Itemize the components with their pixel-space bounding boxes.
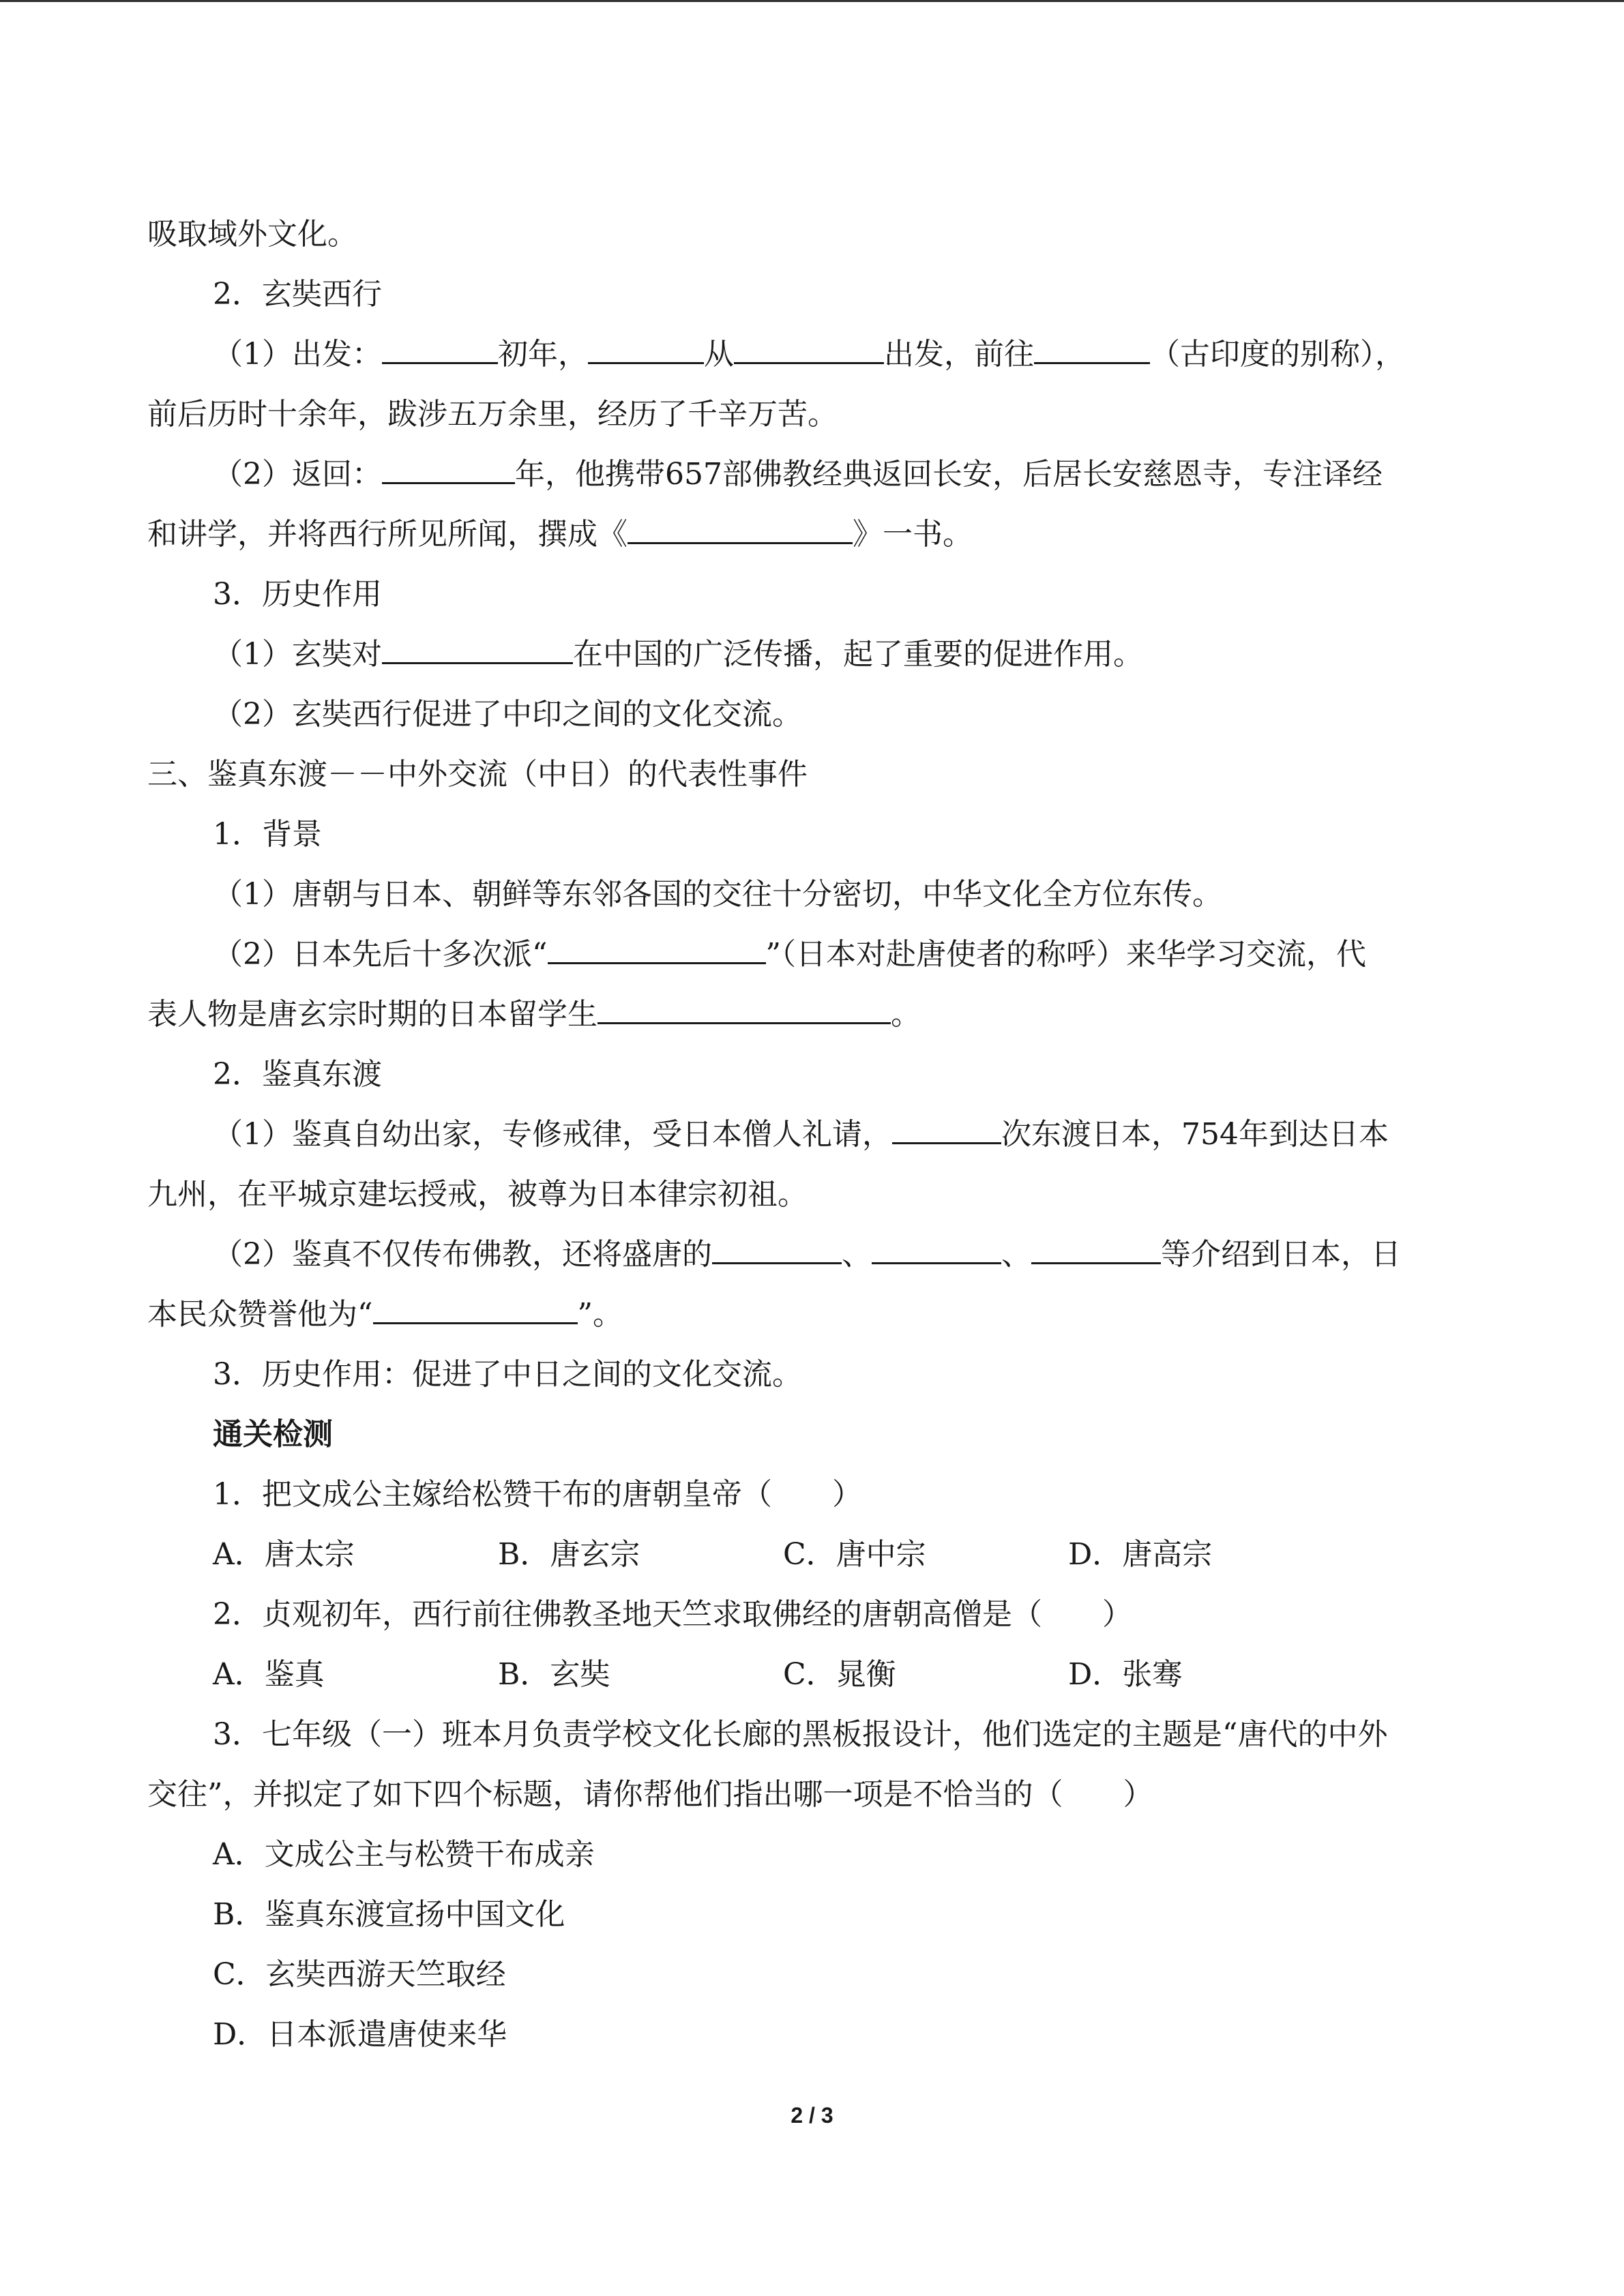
line-text: 和讲学，并将西行所见所闻，撰成《: [147, 517, 628, 552]
answer-blank[interactable]: [872, 1234, 1001, 1264]
text-line: [213, 445, 1383, 505]
question-text: 1．把文成公主嫁给松赞干布的唐朝皇帝（ ）: [213, 1477, 862, 1512]
text-line: [213, 1105, 1389, 1165]
page-number: 2 / 3: [791, 2103, 833, 2128]
answer-blank[interactable]: [628, 513, 853, 544]
line-text: 前后历时十余年，跋涉五万余里，经历了千辛万苦。: [147, 397, 838, 432]
section-heading: [213, 805, 322, 865]
heading-text: 1．背景: [213, 817, 322, 852]
option-text: D．日本派遣唐使来华: [213, 2017, 507, 2052]
line-text: 次东渡日本，754年到达日本: [1001, 1117, 1389, 1152]
answer-blank[interactable]: [382, 453, 515, 484]
line-text: （古印度的别称），: [1150, 337, 1405, 372]
option-d[interactable]: D．唐高宗: [1068, 1537, 1213, 1572]
text-line: [213, 685, 802, 745]
text-line: [147, 1285, 623, 1345]
text-line: [213, 625, 1143, 685]
line-text: 出发，前往: [884, 337, 1034, 372]
line-text: 初年，: [498, 337, 588, 372]
section-heading: [213, 565, 382, 625]
heading-text: 3．历史作用：促进了中日之间的文化交流。: [213, 1357, 802, 1392]
line-text: 九州，在平城京建坛授戒，被尊为日本律宗初祖。: [147, 1177, 808, 1212]
option-c[interactable]: C．晁衡: [783, 1657, 896, 1692]
text-line: [147, 985, 921, 1045]
line-text: ”（日本对赴唐使者的称呼）来华学习交流，代: [765, 937, 1366, 972]
text-line: [147, 385, 838, 445]
answer-blank[interactable]: [712, 1234, 842, 1264]
option-b[interactable]: B．唐玄宗: [498, 1537, 640, 1572]
answer-blank[interactable]: [734, 333, 884, 364]
line-text: （2）玄奘西行促进了中印之间的文化交流。: [213, 697, 802, 732]
section-heading: [213, 1045, 382, 1105]
text-line: [147, 1165, 808, 1225]
text-line: [213, 865, 1222, 925]
option-a[interactable]: [213, 1825, 595, 1885]
line-text: 从: [704, 337, 734, 372]
question-text: 3．七年级（一）班本月负责学校文化长廊的黑板报设计，他们选定的主题是“唐代的中外: [213, 1717, 1388, 1752]
heading-text: 通关检测: [213, 1417, 333, 1452]
option-text: A．文成公主与松赞干布成亲: [213, 1837, 595, 1872]
heading-text: 3．历史作用: [213, 577, 382, 612]
option-c[interactable]: C．唐中宗: [783, 1537, 926, 1572]
title-text: 三、鉴真东渡－－中外交流（中日）的代表性事件: [147, 757, 808, 792]
question: [213, 1465, 862, 1525]
answer-blank[interactable]: [892, 1114, 1001, 1144]
section-title: [147, 745, 808, 805]
option-c[interactable]: [213, 1945, 506, 2005]
answer-blank[interactable]: [548, 934, 766, 964]
line-text: 、: [842, 1237, 872, 1272]
line-text: 本民众赞誉他为“: [147, 1297, 373, 1332]
option-row: [213, 1645, 1353, 1705]
option-row: [213, 1525, 1353, 1585]
line-text: （1）鉴真自幼出家，专修戒律，受日本僧人礼请，: [213, 1117, 892, 1152]
answer-blank[interactable]: [1031, 1234, 1161, 1264]
line-text: 表人物是唐玄宗时期的日本留学生: [147, 997, 597, 1032]
heading-text: 2．玄奘西行: [213, 277, 382, 312]
line-text: （1）玄奘对: [213, 637, 382, 672]
heading-text: 2．鉴真东渡: [213, 1057, 382, 1092]
line-text: 在中国的广泛传播，起了重要的促进作用。: [573, 637, 1143, 672]
option-text: C．玄奘西游天竺取经: [213, 1957, 506, 1992]
line-text: 等介绍到日本，日: [1161, 1237, 1401, 1272]
answer-blank[interactable]: [597, 994, 891, 1024]
option-d[interactable]: [213, 2005, 507, 2065]
line-text: （1）出发：: [213, 337, 382, 372]
line-text: 、: [1001, 1237, 1031, 1272]
option-a[interactable]: A．鉴真: [213, 1657, 325, 1692]
answer-blank[interactable]: [382, 333, 498, 364]
question: [213, 1705, 1388, 1765]
option-b[interactable]: B．玄奘: [498, 1657, 610, 1692]
line-text: 年，他携带657部佛教经典返回长安，后居长安慈恩寺，专注译经: [515, 457, 1383, 492]
text-line: [213, 1225, 1401, 1285]
line-text: 》一书。: [853, 517, 973, 552]
line-text: （2）日本先后十多次派“: [213, 937, 548, 972]
top-border: [0, 0, 1624, 2]
section-heading: [213, 1345, 802, 1405]
line-text: （1）唐朝与日本、朝鲜等东邻各国的交往十分密切，中华文化全方位东传。: [213, 877, 1222, 912]
line-text: ”。: [577, 1297, 623, 1332]
option-b[interactable]: [213, 1885, 565, 1945]
line-text: 。: [891, 997, 921, 1032]
question: [213, 1585, 1132, 1645]
option-a[interactable]: A．唐太宗: [213, 1537, 355, 1572]
option-text: B．鉴真东渡宣扬中国文化: [213, 1897, 565, 1932]
text-line: [147, 505, 973, 565]
text-line: [213, 325, 1405, 385]
text-line: [213, 925, 1366, 985]
section-heading: [213, 265, 382, 325]
option-d[interactable]: D．张骞: [1068, 1657, 1183, 1692]
line-text: （2）鉴真不仅传布佛教，还将盛唐的: [213, 1237, 712, 1272]
question-text: 交往”，并拟定了如下四个标题，请你帮他们指出哪一项是不恰当的（ ）: [147, 1777, 1153, 1812]
question-continued: [147, 1765, 1153, 1825]
text-line: [147, 205, 357, 265]
answer-blank[interactable]: [588, 333, 704, 364]
line-text: 吸取域外文化。: [147, 217, 357, 252]
line-text: （2）返回：: [213, 457, 382, 492]
question-text: 2．贞观初年，西行前往佛教圣地天竺求取佛经的唐朝高僧是（ ）: [213, 1597, 1132, 1632]
answer-blank[interactable]: [1034, 333, 1150, 364]
answer-blank[interactable]: [373, 1294, 578, 1324]
quiz-heading: [213, 1405, 333, 1465]
answer-blank[interactable]: [382, 633, 573, 664]
